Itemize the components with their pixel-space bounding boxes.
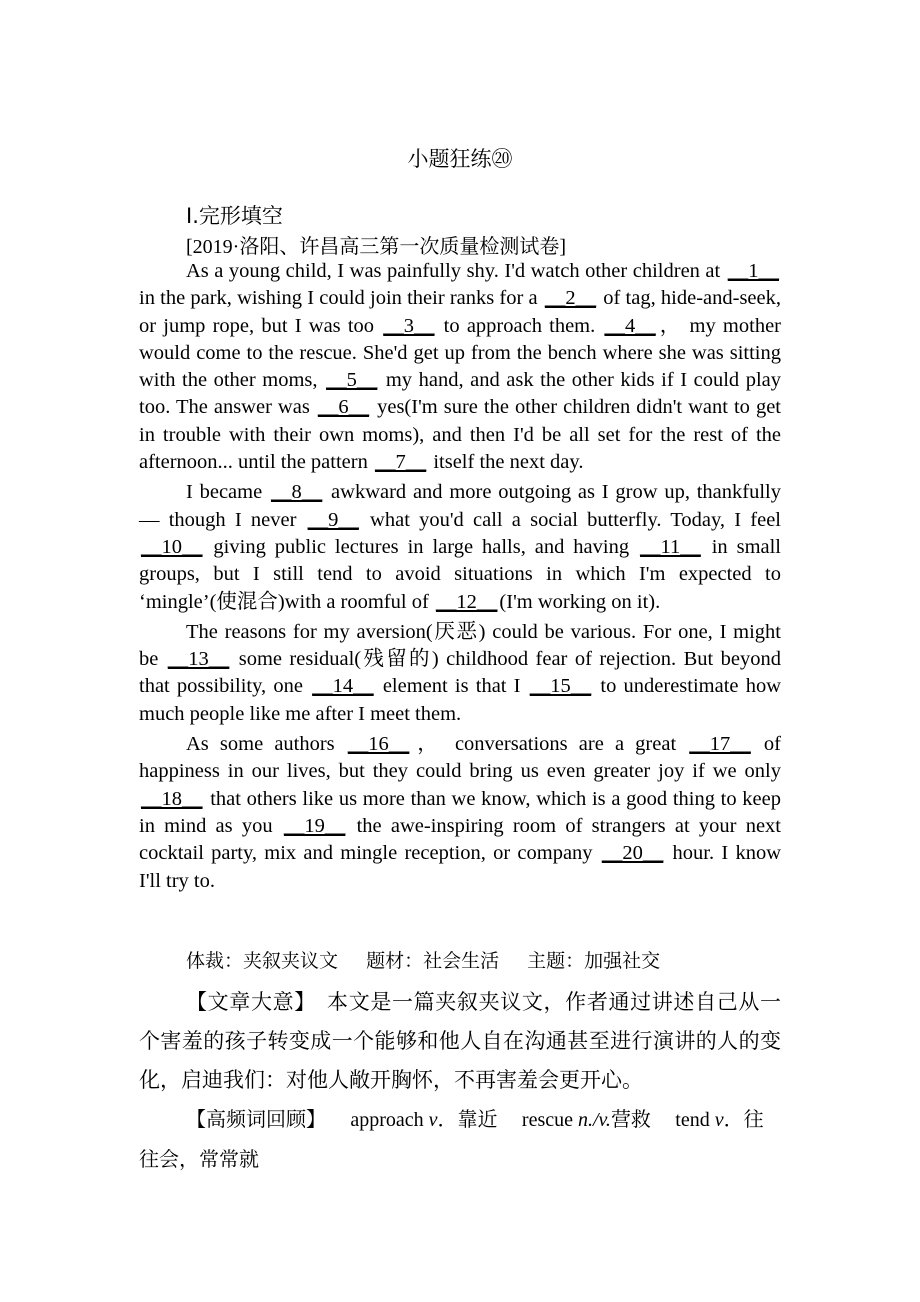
- passage-paragraph-2: [139, 479, 781, 615]
- cloze-blank: __1__: [727, 260, 779, 282]
- passage-text: element is that I: [375, 675, 528, 698]
- cloze-blank: __4__: [604, 314, 656, 337]
- passage-text: giving public lectures in large halls, and having: [204, 535, 639, 558]
- genre-label: 体裁：夹叙夹议文: [186, 950, 339, 972]
- article-summary: [139, 983, 781, 1100]
- summary-label: 【文章大意】: [186, 990, 306, 1014]
- passage-text: that others like us more than we know, which is a good thing to keep in mind as you: [139, 787, 781, 837]
- cloze-blank: __20__: [601, 842, 664, 865]
- passage-text: to approach them.: [436, 314, 603, 337]
- cloze-passage: [139, 258, 781, 898]
- cloze-blank: __12__: [435, 590, 498, 613]
- cloze-blank: __5__: [326, 369, 378, 392]
- passage-text: some residual(残留的) childhood fear of rejection. But beyond that possibility, one: [139, 648, 781, 698]
- vocab-item: rescue n./v.营救: [521, 1109, 651, 1131]
- vocab-item: approach v．靠近: [350, 1109, 498, 1131]
- cloze-blank: __19__: [283, 814, 346, 837]
- passage-text: my hand, and ask the other kids if I could play too. The answer was: [139, 369, 781, 419]
- passage-text: of tag, hide-and-seek, or jump rope, but I was too: [139, 287, 782, 337]
- cloze-blank: __13__: [167, 648, 230, 671]
- vocab-review: [139, 1100, 781, 1180]
- passage-paragraph-4: [139, 731, 781, 895]
- passage-text: what you'd call a social butterfly. Today, I feel: [360, 508, 782, 531]
- passage-paragraph-3: [139, 619, 781, 728]
- passage-text: ， my mother would come to the rescue. She'd get up from the bench where she was sitting with the other moms,: [139, 314, 781, 392]
- cloze-blank: __8__: [271, 481, 323, 504]
- passage-text: to underestimate how much people like me after I meet them.: [139, 675, 781, 725]
- cloze-blank: __11__: [640, 535, 701, 558]
- passage-paragraph-1: [139, 258, 781, 476]
- topic-label: 题材：社会生活: [366, 950, 500, 972]
- passage-text: awkward and more outgoing as I grow up, thankfully — though I never: [139, 481, 781, 531]
- vocab-item: tend v．往往会，常常就: [139, 1109, 764, 1171]
- passage-text: As a young child, I was painfully shy. I'd watch other children at: [186, 260, 726, 282]
- passage-text: the awe-inspiring room of strangers at your next cocktail party, mix and mingle reception, or company: [139, 814, 782, 865]
- source-citation: [2019·洛阳、许昌高三第一次质量检测试卷]: [186, 236, 566, 258]
- passage-text: in the park, wishing I could join their ranks for a: [139, 287, 543, 310]
- cloze-blank: __16__: [347, 733, 410, 756]
- cloze-blank: __10__: [141, 535, 203, 558]
- passage-text: The reasons for my aversion(厌恶) could be various. For one, I might be: [139, 620, 781, 671]
- cloze-blank: __15__: [529, 675, 592, 698]
- passage-text: (I'm working on it).: [499, 590, 661, 613]
- cloze-blank: __3__: [383, 314, 435, 337]
- passage-text: I became: [186, 481, 269, 504]
- passage-text: As some authors: [186, 733, 346, 756]
- summary-text: 本文是一篇夹叙夹议文，作者通过讲述自己从一个害羞的孩子转变成一个能够和他人自在沟通甚至进行演讲的人的变化，启迪我们：对他人敞开胸怀，不再害羞会更开心。: [139, 990, 782, 1092]
- cloze-blank: __18__: [141, 787, 203, 810]
- passage-text: in small groups, but I still tend to avoid situations in which I'm expected to ‘mingle’(使混合)with a roomful of: [139, 535, 782, 613]
- theme-label: 主题：加强社交: [527, 950, 661, 972]
- passage-text: yes(I'm sure the other children didn't want to get in trouble with their own moms), and then I'd be all set for the rest of the afternoon... until the pattern: [139, 396, 781, 474]
- vocab-label: 【高频词回顾】: [186, 1107, 326, 1131]
- cloze-blank: __9__: [307, 508, 359, 531]
- passage-text: of happiness in our lives, but they could bring us even greater joy if we only: [139, 733, 781, 783]
- passage-text: hour. I know I'll try to.: [139, 842, 782, 892]
- section-heading: Ⅰ.完形填空: [186, 204, 283, 228]
- cloze-blank: __6__: [317, 396, 370, 419]
- cloze-blank: __2__: [544, 287, 597, 310]
- passage-text: itself the next day.: [428, 451, 584, 474]
- passage-meta: [186, 946, 682, 973]
- cloze-blank: __14__: [312, 675, 374, 698]
- cloze-blank: __7__: [374, 451, 427, 474]
- passage-text: ， conversations are a great: [411, 733, 688, 756]
- cloze-blank: __17__: [689, 733, 751, 756]
- page-title: 小题狂练⑳: [407, 147, 513, 171]
